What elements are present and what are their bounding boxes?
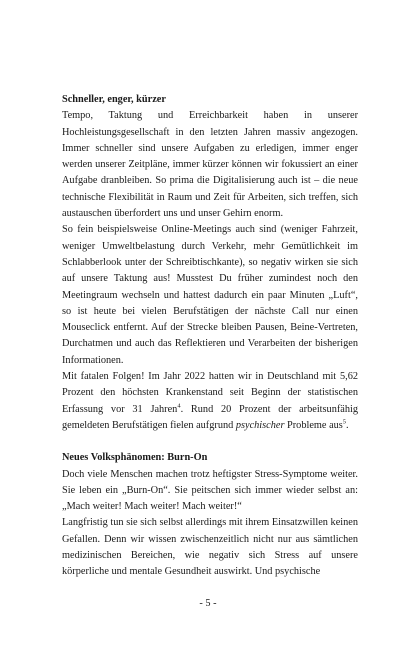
text-run: . <box>346 419 349 431</box>
page-number: - 5 - <box>199 598 217 609</box>
emphasis-psychischer: psychischer <box>235 419 285 431</box>
text-run: Probleme aus <box>284 419 343 431</box>
page-content <box>62 92 358 581</box>
footnote-ref-4: 4 <box>177 402 181 410</box>
section-heading-burn-on: Neues Volksphänomen: Burn-On <box>62 452 208 464</box>
paragraph-online-meetings: So fein beispielsweise Online-Meetings auch sind (weniger Fahrzeit, weniger Umweltbelastung durch Verkehr, mehr Gemütlichkeit im Schlabberlook unter der Schreibtischkante), so negativ wirken sie sich auf unsere Taktung aus! Musstest Du früher zumindest noch den Meetingraum wechseln und hattest dadurch ein paar Minuten „Luft“, so ist heute bei vielen Berufstätigen der nächste Call nur einen Mouseclick entfernt. Auf der Strecke bleiben Pausen, Beine-Vertreten, Durchatmen und auch das Reflektieren und Verarbeiten der bisherigen Informationen. <box>62 224 358 366</box>
paragraph-burn-on: Doch viele Menschen machen trotz heftigster Stress-Symptome weiter. Sie leben ein „Burn-On“. Sie peitschen sich immer wieder selbst an: „Mach weiter! Mach weiter! Mach weiter!“ <box>62 468 358 513</box>
text-run: . Rund 20 Prozent der arbeitsunfähig gemeldeten Berufstätigen fielen aufgrund <box>62 403 359 431</box>
paragraph-langfristig: Langfristig tun sie sich selbst allerdings mit ihrem Einsatzwillen keinen Gefallen. Denn wir wissen zwischenzeitlich nicht nur aus sämtlichen medizinischen Bereichen, wie negativ sich Stress auf unsere körperliche und mentale Gesundheit auswirkt. Und psychische <box>62 517 358 578</box>
paragraph-tempo: Tempo, Taktung und Erreichbarkeit haben in unserer Hochleistungsgesellschaft in den letzten Jahren massiv angezogen. Immer schneller sind unsere Aufgaben zu erledigen, immer enger werden unserer Zeitpläne, immer kürzer können wir fokussiert an einer Aufgabe dranbleiben. So prima die Digitalisierung auch ist – die neue technische Flexibilität in Raum und Zeit für Arbeiten, sich treffen, sich austauschen überfordert uns und unser Gehirn enorm. <box>62 110 358 220</box>
text-run: Mit fatalen Folgen! Im Jahr 2022 hatten wir in Deutschland mit 5,62 Prozent den höchsten Krankenstand seit Beginn der statistischen Erfassung vor 31 Jahren <box>62 371 358 415</box>
paragraph-fatale-folgen <box>62 369 358 434</box>
section-heading-schneller: Schneller, enger, kürzer <box>62 94 166 105</box>
section-spacer <box>62 434 358 450</box>
footnote-ref-5: 5 <box>342 418 347 426</box>
